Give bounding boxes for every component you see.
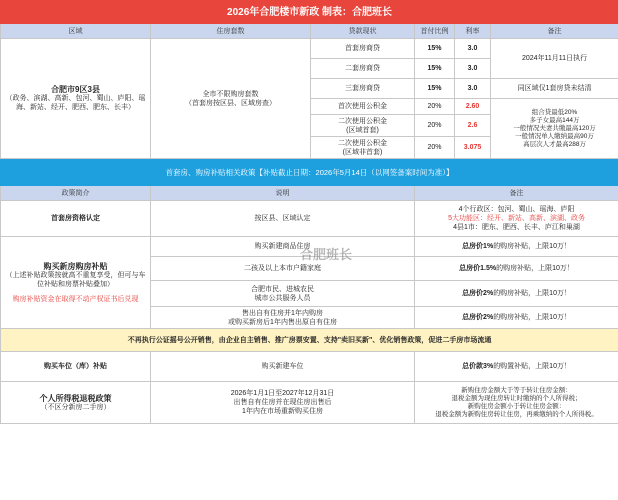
subsidy-banner: 首套房、购房补贴相关政策【补贴截止日期：2026年5月14日（以网签备案时间为准）】 — [1, 159, 618, 186]
header-region: 区域 — [1, 24, 151, 39]
header-policy: 政策简介 — [1, 186, 151, 201]
subsidy-remark — [415, 237, 618, 257]
first-home-remark — [415, 201, 618, 237]
watermark: 合肥班长 — [300, 247, 353, 262]
loan-ratio: 20% — [415, 99, 455, 115]
subsidy-explain: 合肥市民、进城农民 城市公共服务人员 — [151, 281, 415, 307]
subsidy-label-note: 购房补贴资金在取得不动产权证书后兑现 — [12, 295, 139, 303]
remark-region-loan: 同区域仅1套房贷未结清 — [491, 79, 618, 99]
loan-type: 首套房商贷 — [311, 39, 415, 59]
subsidy-remark-text: 的购房补贴，上限10万！ — [493, 243, 571, 250]
parking-label: 购买车位（库）补贴 — [1, 352, 151, 382]
first-home-counties: 4县1市：肥东、肥西、长丰、庐江和巢湖 — [453, 224, 580, 231]
first-home-label: 首套房资格认定 — [1, 201, 151, 237]
loan-rate: 3.075 — [455, 137, 491, 159]
subsidy-label: 购买新房购房补贴 — [43, 261, 108, 271]
header-remark: 备注 — [491, 24, 618, 39]
subsidy-percent: 总房价2% — [462, 290, 494, 297]
loan-ratio: 15% — [415, 79, 455, 99]
header-down-ratio: 首付比例 — [415, 24, 455, 39]
header-remark-2: 备注 — [415, 186, 618, 201]
subsidy-percent: 总房价1% — [462, 243, 494, 250]
market-notice: 不再执行公证摇号公开销售，由企业自主销售、推广房票安置、支持"卖旧买新"、优化销售政策，促进二手房市场流通 — [1, 329, 618, 352]
housing-desc: 全市不限购房套数 （首套房按区县、区域房查） — [151, 39, 311, 159]
first-home-explain: 按区县、区域认定 — [151, 201, 415, 237]
loan-ratio: 20% — [415, 115, 455, 137]
header-explain: 说明 — [151, 186, 415, 201]
subsidy-remark — [415, 257, 618, 281]
subsidy-explain: 售出自有住房并1年内购房 或购买新房后1年内售出原自有住房 — [151, 307, 415, 329]
region-name: 合肥市9区3县 — [51, 85, 100, 94]
tax-label-cell — [1, 382, 151, 424]
subsidy-explain: 购买新建商品住房 — [151, 237, 415, 257]
region-cell — [1, 39, 151, 159]
loan-rate: 2.6 — [455, 115, 491, 137]
header-loan-status: 贷款现状 — [311, 24, 415, 39]
subsidy-remark-text: 的购房补贴，上限10万！ — [496, 265, 574, 272]
first-home-districts: 4个行政区：包河、蜀山、瑶海、庐阳 — [458, 206, 575, 213]
tax-label-detail: （不区分新房二手房） — [40, 403, 111, 411]
region-detail: （政务、滨湖、高新、包河、蜀山、庐阳、瑶海、新站、经开、肥西、肥东、长丰） — [5, 95, 146, 111]
subsidy-label-detail: （上述补贴政策按就高不重复享受，但可与车位补贴和房票补贴叠加） — [5, 271, 146, 288]
remark-execution-date: 2024年11月11日执行 — [491, 39, 618, 79]
subsidy-percent: 总房价2% — [462, 314, 494, 321]
tax-remark: 新购住房金额大于等于转让住房金额： 退税金额为现住房转让时缴纳的个人所得税； 新购住房金额小于转让住房金额： 退税金额为新购住房转让住房，再乘缴纳的个人所得税。 — [415, 382, 618, 424]
loan-rate: 2.60 — [455, 99, 491, 115]
subsidy-remark-text: 的购房补贴，上限10万！ — [493, 314, 571, 321]
parking-percent: 总价款3% — [462, 363, 494, 370]
loan-rate: 3.0 — [455, 59, 491, 79]
loan-ratio: 20% — [415, 137, 455, 159]
loan-rate: 3.0 — [455, 39, 491, 59]
header-rate: 利率 — [455, 24, 491, 39]
first-home-function-zones: 5大功能区：经开、新站、高新、滨湖、政务 — [448, 215, 585, 222]
page-title: 2026年合肥楼市新政 制表：合肥班长 — [1, 1, 618, 24]
remark-fund-limits: 组合贷最低20% 多子女最高144万 一般情况夫妻共缴最高120万 一般情况单人缴纳最高90万 高层次人才最高288万 — [491, 99, 618, 159]
parking-remark — [415, 352, 618, 382]
subsidy-remark — [415, 281, 618, 307]
loan-type: 二次使用公积金 (区域首套) — [311, 115, 415, 137]
parking-remark-text: 的购置补贴，上限10万！ — [493, 363, 571, 370]
subsidy-explain: 二孩及以上本市户籍家庭 — [151, 257, 415, 281]
subsidy-remark — [415, 307, 618, 329]
header-housing-count: 住房套数 — [151, 24, 311, 39]
parking-explain: 购买新建车位 — [151, 352, 415, 382]
loan-type: 二套房商贷 — [311, 59, 415, 79]
tax-label: 个人所得税退税政策 — [39, 393, 112, 403]
subsidy-remark-text: 的购房补贴，上限10万！ — [493, 290, 571, 297]
loan-type: 三套房商贷 — [311, 79, 415, 99]
tax-explain: 2026年1月1日至2027年12月31日 出售自有住房并在现住房出售后 1年内在市场重新购买住房 — [151, 382, 415, 424]
loan-rate: 3.0 — [455, 79, 491, 99]
loan-type: 首次使用公积金 — [311, 99, 415, 115]
loan-ratio: 15% — [415, 59, 455, 79]
loan-type: 二次使用公积金 (区域非首套) — [311, 137, 415, 159]
subsidy-percent: 总房价1.5% — [459, 265, 497, 272]
subsidy-label-cell — [1, 237, 151, 329]
loan-ratio: 15% — [415, 39, 455, 59]
